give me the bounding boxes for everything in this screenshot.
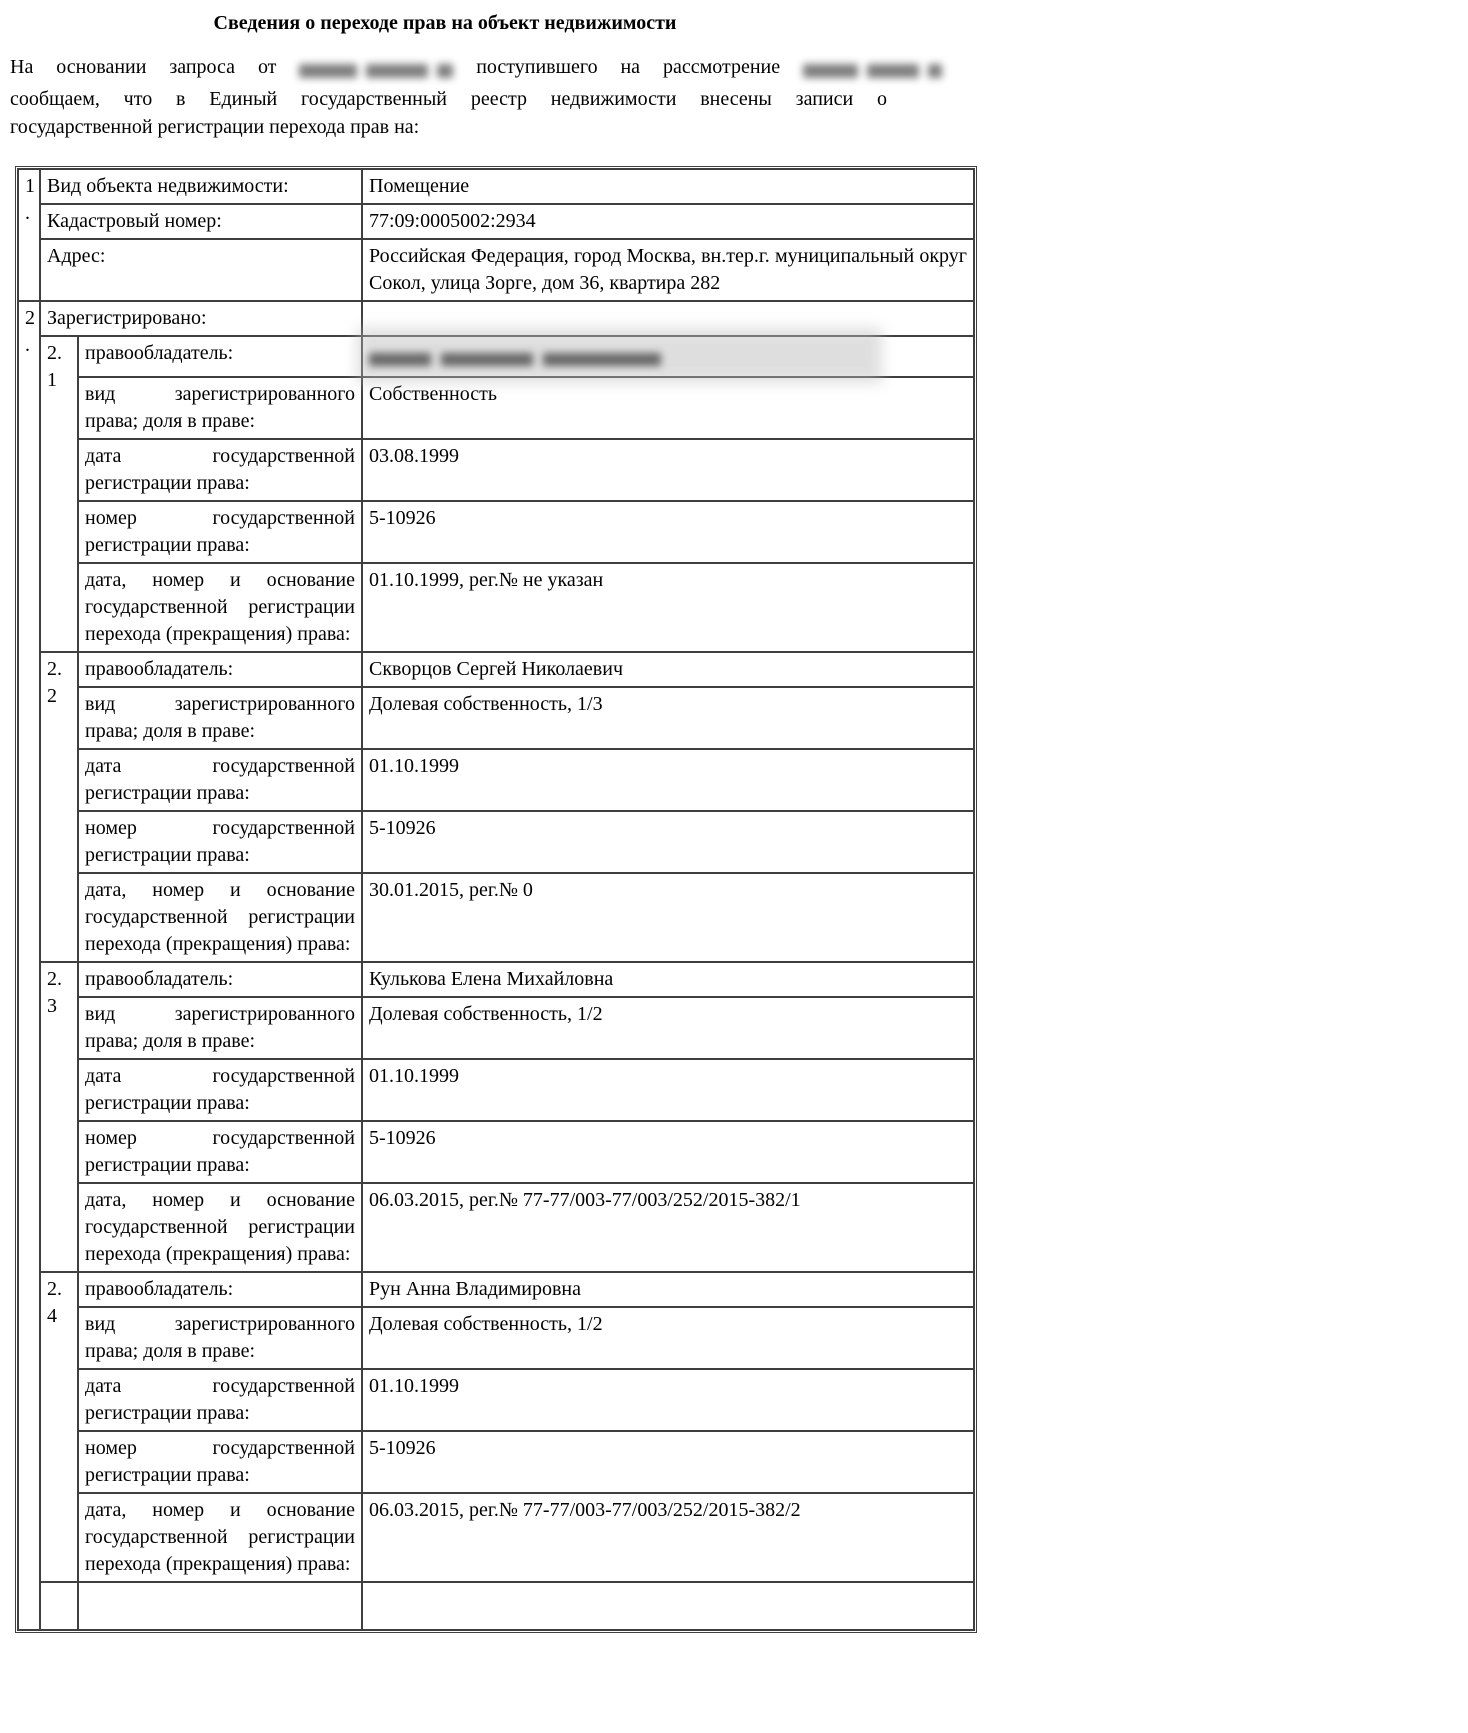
entry-2-3-reg-date-label: дата государственной регистрации права: (78, 1059, 362, 1121)
object-kind-row (18, 169, 974, 204)
redacted-name-blur (369, 346, 671, 373)
entry-2-4-holder-row (18, 1272, 974, 1307)
entry-2-4-reg-number-label: номер государственной регистрации права: (78, 1431, 362, 1493)
registered-header-row (18, 301, 974, 336)
address-value: Российская Федерация, город Москва, вн.тер.г. муниципальный округ Сокол, улица Зорге, дом 36, квартира 282 (362, 239, 974, 301)
entry-2-2-holder-row (18, 652, 974, 687)
entry-2-4-number: 2.4 (40, 1272, 78, 1582)
address-row (18, 239, 974, 301)
intro-paragraph (10, 53, 887, 142)
entry-2-4-holder-value: Рун Анна Владимировна (362, 1272, 974, 1307)
address-label: Адрес: (40, 239, 362, 301)
entry-2-1-transfer-row (18, 563, 974, 652)
entry-2-4-kind-value: Долевая собственность, 1/2 (362, 1307, 974, 1369)
entry-2-2-reg-date-row (18, 749, 974, 811)
entry-2-4-transfer-label: дата, номер и основание государственной регистрации перехода (прекращения) права: (78, 1493, 362, 1582)
entry-2-4-reg-date-row (18, 1369, 974, 1431)
entry-2-2-transfer-row (18, 873, 974, 962)
entry-2-2-number: 2.2 (40, 652, 78, 962)
entry-2-3-holder-label: правообладатель: (78, 962, 362, 997)
entry-2-1-reg-number-row (18, 501, 974, 563)
object-kind-value: Помещение (362, 169, 974, 204)
entry-2-3-kind-row (18, 997, 974, 1059)
entry-2-2-holder-label: правообладатель: (78, 652, 362, 687)
intro-line-3: государственной регистрации перехода прав на: (10, 116, 420, 138)
entry-2-4-kind-row (18, 1307, 974, 1369)
entry-2-3-transfer-value: 06.03.2015, рег.№ 77-77/003-77/003/252/2015-382/1 (362, 1183, 974, 1272)
entry-2-3-transfer-row (18, 1183, 974, 1272)
next-entry-label (78, 1582, 362, 1630)
section-2-number: 2. (18, 301, 40, 1630)
entry-2-2-transfer-label: дата, номер и основание государственной регистрации перехода (прекращения) права: (78, 873, 362, 962)
intro-line-1 (10, 53, 887, 85)
entry-2-3-kind-label: вид зарегистрированного права; доля в праве: (78, 997, 362, 1059)
entry-2-1-transfer-label: дата, номер и основание государственной регистрации перехода (прекращения) права: (78, 563, 362, 652)
intro-line1-text-b: поступившего на рассмотрение (476, 56, 781, 78)
entry-2-2-kind-value: Долевая собственность, 1/3 (362, 687, 974, 749)
intro-line-2: сообщаем, что в Единый государственный реестр недвижимости внесены записи о (10, 87, 887, 110)
entry-2-3-reg-date-value: 01.10.1999 (362, 1059, 974, 1121)
registered-header-value (362, 301, 974, 336)
entry-2-2-reg-number-row (18, 811, 974, 873)
cadastral-number-value: 77:09:0005002:2934 (362, 204, 974, 239)
entry-2-3-reg-number-row (18, 1121, 974, 1183)
entry-2-4-reg-date-value: 01.10.1999 (362, 1369, 974, 1431)
entry-2-1-kind-row (18, 377, 974, 439)
entry-2-1-number: 2.1 (40, 336, 78, 652)
entry-2-2-reg-date-value: 01.10.1999 (362, 749, 974, 811)
entry-2-1-reg-date-value: 03.08.1999 (362, 439, 974, 501)
cadastral-number-row (18, 204, 974, 239)
page-title: Сведения о переходе прав на объект недвижимости (213, 12, 677, 34)
entry-2-1-reg-number-label: номер государственной регистрации права: (78, 501, 362, 563)
entry-2-4-holder-label: правообладатель: (78, 1272, 362, 1307)
next-entry-number (40, 1582, 78, 1630)
entry-2-1-kind-value: Собственность (362, 377, 974, 439)
entry-2-3-holder-value: Кулькова Елена Михайловна (362, 962, 974, 997)
registered-header-label: Зарегистрировано: (40, 301, 362, 336)
entry-2-2-holder-value: Скворцов Сергей Николаевич (362, 652, 974, 687)
rights-table (15, 166, 977, 1633)
entry-2-2-reg-date-label: дата государственной регистрации права: (78, 749, 362, 811)
entry-2-3-holder-row (18, 962, 974, 997)
entry-2-4-reg-number-row (18, 1431, 974, 1493)
entry-2-1-transfer-value: 01.10.1999, рег.№ не указан (362, 563, 974, 652)
entry-2-2-reg-number-label: номер государственной регистрации права: (78, 811, 362, 873)
entry-2-1-reg-date-label: дата государственной регистрации права: (78, 439, 362, 501)
entry-2-2-transfer-value: 30.01.2015, рег.№ 0 (362, 873, 974, 962)
redacted-date-stamp-1 (299, 56, 453, 85)
entry-2-1-reg-date-row (18, 439, 974, 501)
entry-2-1-holder-row (18, 336, 974, 377)
entry-2-3-kind-value: Долевая собственность, 1/2 (362, 997, 974, 1059)
intro-line1-text-a: На основании запроса от (10, 56, 277, 78)
entry-2-2-kind-row (18, 687, 974, 749)
entry-2-1-kind-label: вид зарегистрированного права; доля в праве: (78, 377, 362, 439)
object-kind-label: Вид объекта недвижимости: (40, 169, 362, 204)
entry-2-2-reg-number-value: 5-10926 (362, 811, 974, 873)
next-entry-row-cut-off (18, 1582, 974, 1630)
entry-2-3-reg-number-label: номер государственной регистрации права: (78, 1121, 362, 1183)
entry-2-1-holder-value-redacted (362, 336, 974, 377)
entry-2-4-reg-number-value: 5-10926 (362, 1431, 974, 1493)
entry-2-4-reg-date-label: дата государственной регистрации права: (78, 1369, 362, 1431)
redacted-date-stamp-2 (803, 56, 942, 85)
entry-2-4-transfer-value: 06.03.2015, рег.№ 77-77/003-77/003/252/2015-382/2 (362, 1493, 974, 1582)
entry-2-3-number: 2.3 (40, 962, 78, 1272)
cadastral-number-label: Кадастровый номер: (40, 204, 362, 239)
rights-table-grid (17, 168, 975, 1631)
entry-2-3-reg-date-row (18, 1059, 974, 1121)
entry-2-4-transfer-row (18, 1493, 974, 1582)
entry-2-2-kind-label: вид зарегистрированного права; доля в праве: (78, 687, 362, 749)
entry-2-1-reg-number-value: 5-10926 (362, 501, 974, 563)
next-entry-value (362, 1582, 974, 1630)
entry-2-3-transfer-label: дата, номер и основание государственной регистрации перехода (прекращения) права: (78, 1183, 362, 1272)
entry-2-4-kind-label: вид зарегистрированного права; доля в праве: (78, 1307, 362, 1369)
entry-2-3-reg-number-value: 5-10926 (362, 1121, 974, 1183)
section-1-number: 1. (18, 169, 40, 301)
entry-2-1-holder-label: правообладатель: (78, 336, 362, 377)
